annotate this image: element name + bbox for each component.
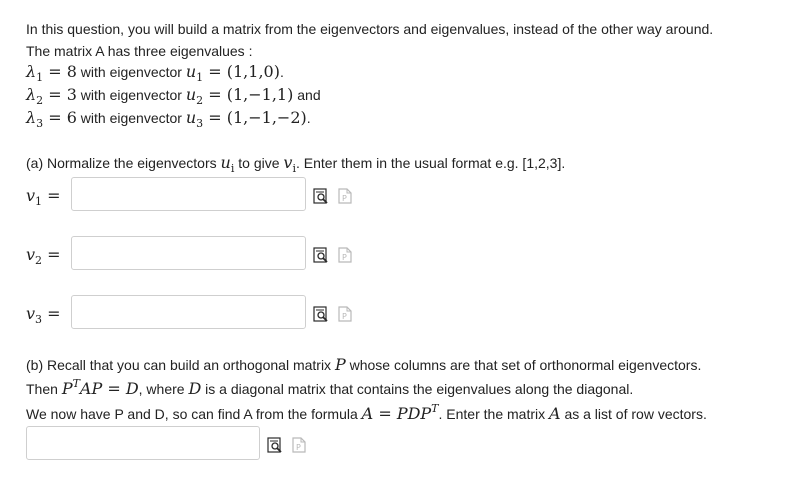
part-a-prompt [26, 153, 565, 175]
transpose-sup: T [431, 402, 439, 415]
lambda: λ [26, 62, 37, 81]
v3-answer-input[interactable] [71, 295, 306, 329]
equals: = [42, 186, 61, 205]
v1-label [26, 186, 61, 208]
part-b-line-3 [26, 404, 707, 426]
eigenvalue: = 6 [43, 108, 77, 127]
equals: = [373, 404, 397, 423]
equals: = [42, 245, 61, 264]
v-var: v [26, 245, 36, 264]
eigen-row-3 [26, 108, 311, 130]
eigenvector: = (1,−1,1) [203, 85, 294, 104]
lambda-sub: 1 [36, 71, 44, 84]
lambda-sub: 2 [36, 94, 44, 107]
u-var: u [185, 62, 197, 81]
lambda: λ [26, 108, 37, 127]
equals: = [102, 379, 126, 398]
eigenvalue: = 8 [43, 62, 77, 81]
v-var: v [26, 186, 36, 205]
a-var: A [361, 404, 374, 423]
v-sub: 2 [35, 254, 43, 267]
eigen-row-2 [26, 85, 321, 107]
prompt-text: (a) Normalize the eigenvectors [26, 155, 221, 171]
v2-answer-input[interactable] [71, 236, 306, 270]
prompt-text: is a diagonal matrix that contains the eigenvalues along the diagonal. [201, 381, 634, 397]
eigen-end: . [279, 64, 284, 80]
u-sub: 3 [196, 117, 204, 130]
v2-label [26, 245, 61, 267]
v-var: v [283, 153, 293, 172]
eigen-text: with eigenvector [76, 64, 186, 80]
eigen-row-1 [26, 62, 284, 84]
equals: = [42, 304, 61, 323]
prompt-text: whose columns are that set of orthonormal eigenvectors. [345, 357, 702, 373]
preview-icon[interactable] [313, 188, 329, 204]
v-sub: 3 [35, 313, 43, 326]
eigenvalue: = 3 [43, 85, 77, 104]
intro-line-1: In this question, you will build a matrix from the eigenvectors and eigenvalues, instead of the other way around. [26, 21, 714, 37]
part-b-line-2 [26, 379, 633, 401]
formula-help-icon[interactable] [337, 306, 353, 322]
eigen-text: with eigenvector [76, 110, 186, 126]
v3-label [26, 304, 61, 326]
lambda: λ [26, 85, 37, 104]
eigenvector: = (1,−1,−2) [203, 108, 307, 127]
svg-text:P: P [342, 194, 347, 203]
d-var: D [125, 379, 139, 398]
intro-line-2: The matrix A has three eigenvalues : [26, 43, 253, 59]
pdp-var: PDP [396, 404, 432, 423]
lambda-sub: 3 [36, 117, 44, 130]
v-sub: 1 [35, 195, 43, 208]
part-b-line-1 [26, 355, 701, 375]
svg-text:P: P [296, 443, 301, 452]
formula-help-icon[interactable] [337, 247, 353, 263]
u-sub: i [230, 162, 235, 175]
ap-var: AP [79, 379, 103, 398]
prompt-text: as a list of row vectors. [560, 406, 707, 422]
prompt-text: Then [26, 381, 62, 397]
p-var: P [61, 379, 73, 398]
p-var: P [334, 355, 346, 374]
eigen-end: and [293, 87, 321, 103]
v1-answer-input[interactable] [71, 177, 306, 211]
eigen-end: . [306, 110, 311, 126]
prompt-text: We now have P and D, so can find A from the formula [26, 406, 362, 422]
preview-icon[interactable] [313, 306, 329, 322]
formula-help-icon[interactable] [337, 188, 353, 204]
transpose-sup: T [72, 377, 80, 390]
svg-text:P: P [342, 253, 347, 262]
svg-text:P: P [342, 312, 347, 321]
u-var: u [185, 108, 197, 127]
prompt-text: . Enter them in the usual format e.g. [1,2,3]. [295, 155, 566, 171]
preview-icon[interactable] [267, 437, 283, 453]
matrix-a-answer-input[interactable] [26, 426, 260, 460]
u-var: u [185, 85, 197, 104]
prompt-text: . Enter the matrix [438, 406, 549, 422]
v-var: v [26, 304, 36, 323]
prompt-text: (b) Recall that you can build an orthogonal matrix [26, 357, 335, 373]
preview-icon[interactable] [313, 247, 329, 263]
eigenvector: = (1,1,0) [203, 62, 280, 81]
d-var: D [188, 379, 202, 398]
u-var: u [220, 153, 231, 172]
u-sub: 2 [196, 94, 204, 107]
v-sub: i [292, 162, 296, 175]
prompt-text: , where [138, 381, 189, 397]
prompt-text: to give [234, 155, 284, 171]
u-sub: 1 [196, 71, 204, 84]
a-var: A [549, 404, 561, 423]
eigen-text: with eigenvector [76, 87, 186, 103]
formula-help-icon[interactable] [291, 437, 307, 453]
